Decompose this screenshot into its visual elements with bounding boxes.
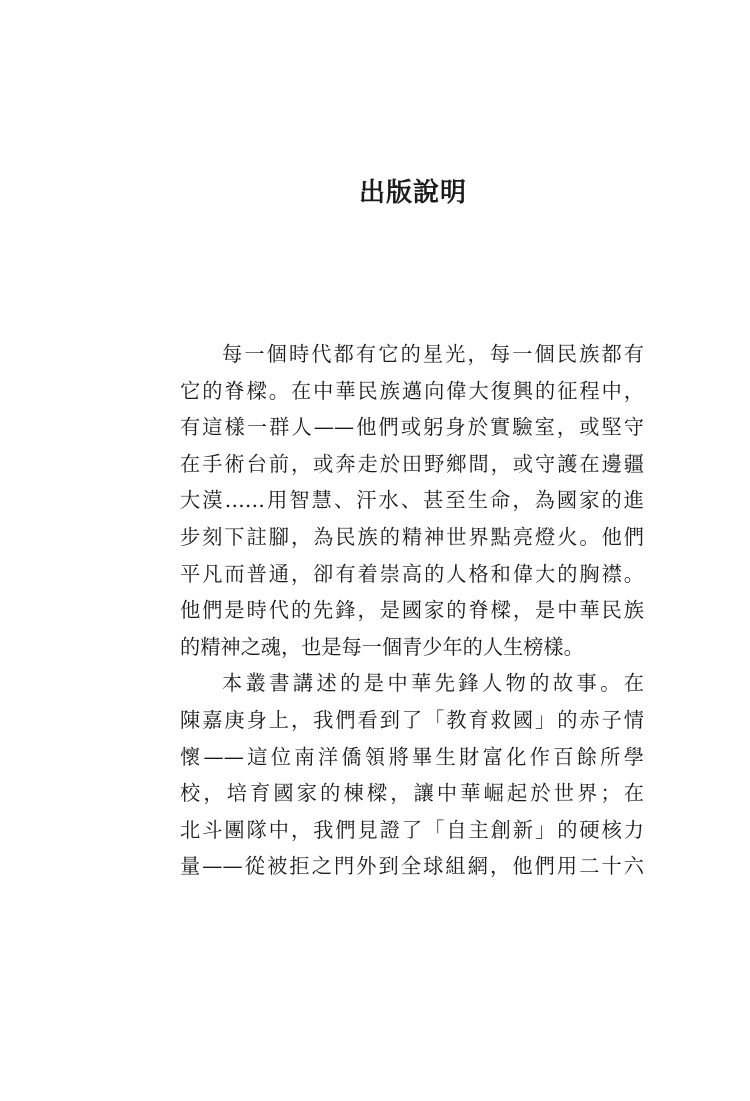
paragraph-line: 校，培育國家的棟樑，讓中華崛起於世界；在 bbox=[180, 781, 644, 806]
paragraph-2 bbox=[180, 665, 644, 885]
paragraph-line: 他們是時代的先鋒，是國家的脊樑，是中華民族 bbox=[180, 598, 644, 623]
paragraph-line: 有這樣一群人——他們或躬身於實驗室，或堅守 bbox=[180, 415, 644, 440]
paragraph-line: 在手術台前，或奔走於田野鄉間，或守護在邊疆 bbox=[180, 451, 644, 476]
paragraph-line: 每一個時代都有它的星光，每一個民族都有 bbox=[222, 342, 644, 366]
paragraph-1 bbox=[180, 336, 644, 665]
paragraph-line: 本叢書講述的是中華先鋒人物的故事。在 bbox=[222, 671, 644, 696]
body-text bbox=[180, 336, 644, 885]
paragraph-line: 的精神之魂，也是每一個青少年的人生榜樣。 bbox=[180, 634, 584, 659]
paragraph-line: 步刻下註腳，為民族的精神世界點亮燈火。他們 bbox=[180, 524, 644, 549]
paragraph-line: 北斗團隊中，我們見證了「自主創新」的硬核力 bbox=[180, 817, 644, 842]
paragraph-line: 懷——這位南洋僑領將畢生財富化作百餘所學 bbox=[180, 744, 644, 769]
page-title: 出版說明 bbox=[358, 178, 467, 208]
paragraph-line: 大漠……用智慧、汗水、甚至生命，為國家的進 bbox=[180, 488, 644, 513]
paragraph-line: 平凡而普通，卻有着崇高的人格和偉大的胸襟。 bbox=[180, 561, 644, 586]
paragraph-line: 量——從被拒之門外到全球組網，他們用二十六 bbox=[180, 854, 644, 879]
paragraph-line: 它的脊樑。在中華民族邁向偉大復興的征程中， bbox=[180, 378, 644, 403]
paragraph-line: 陳嘉庚身上，我們看到了「教育救國」的赤子情 bbox=[180, 707, 644, 732]
